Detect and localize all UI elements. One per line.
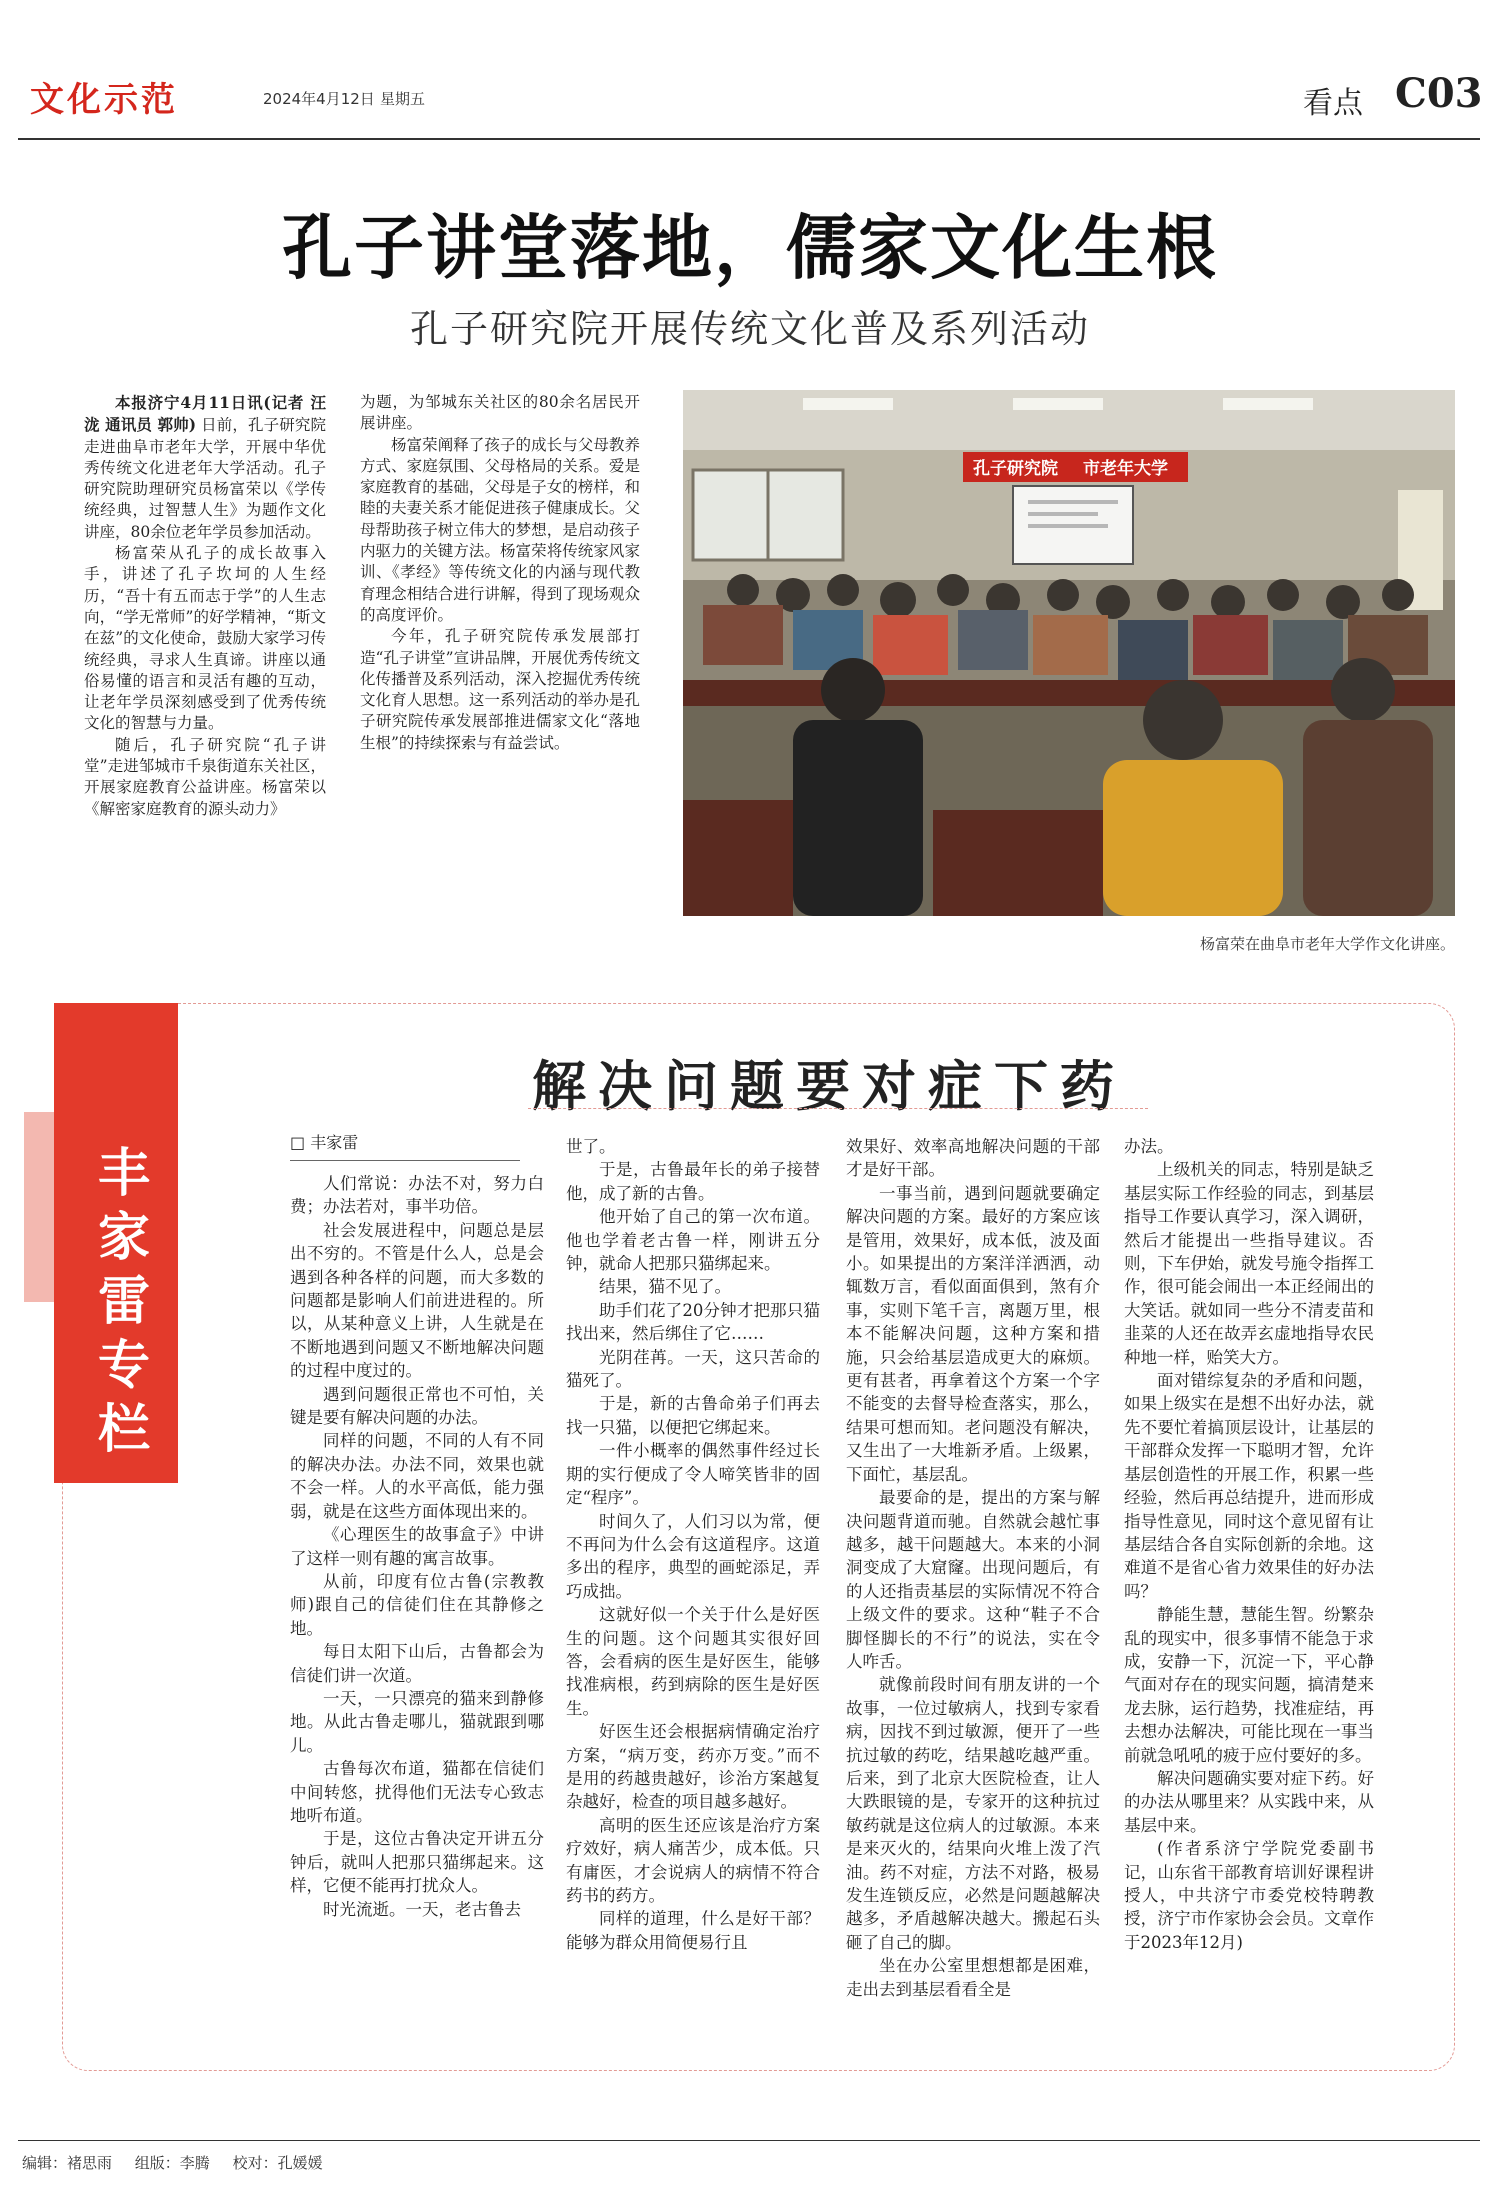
column-name: 丰家雷专栏 — [97, 1144, 150, 1460]
article-paragraph: 本报济宁4月11日讯(记者 汪泷 通讯员 郭帅) 日前，孔子研究院走进曲阜市老年大学，开展中华优秀传统文化进老年大学活动。孔子研究院助理研究员杨富荣以《学传统经典，过智慧人生》为题作文化讲座，80余位老年学员参加活动。 — [84, 393, 326, 541]
column-paragraph-continued: 世了。 — [566, 1137, 616, 1156]
column-paragraph: 高明的医生还应该是治疗方案疗效好，病人痛苦少，成本低。只有庸医，才会说病人的病情不符合药书的药方。 — [566, 1815, 820, 1905]
column-paragraph: 一天，一只漂亮的猫来到静修地。从此古鲁走哪儿，猫就跟到哪儿。 — [290, 1688, 544, 1755]
column-paragraph: 人们常说：办法不对，努力白费；办法若对，事半功倍。 — [290, 1174, 544, 1217]
page-number: C03 — [1395, 70, 1483, 117]
column-paragraph: 同样的道理，什么是好干部？能够为群众用简便易行且 — [566, 1909, 820, 1952]
column-paragraph: 面对错综复杂的矛盾和问题，如果上级实在是想不出好办法，就先不要忙着搞顶层设计，让基层的干部群众发挥一下聪明才智，允许基层创造性的开展工作，积累一些经验，然后再总结提升，进而形成指导性意见，同时这个意见留有让基层结合各自实际创新的余地。这难道不是省心省力效果佳的好办法吗？ — [1124, 1371, 1374, 1601]
article-title: 孔子讲堂落地，儒家文化生根 — [282, 206, 1218, 289]
column-text-3 — [846, 1135, 1100, 2001]
article-paragraph: 今年，孔子研究院传承发展部打造“孔子讲堂”宣讲品牌，开展优秀传统文化传播普及系列活动，深入挖掘优秀传统文化育人思想。这一系列活动的举办是孔子研究院传承发展部推进儒家文化“落地生根”的持续探索与有益尝试。 — [360, 627, 640, 752]
column-paragraph: 一件小概率的偶然事件经过长期的实行便成了令人啼笑皆非的固定“程序”。 — [566, 1441, 820, 1508]
column-title-divider — [528, 1108, 1148, 1109]
header-rule — [18, 138, 1480, 140]
column-paragraph: 一事当前，遇到问题就要确定解决问题的方案。最好的方案应该是管用，效果好，成本低，波及面小。如果提出的方案洋洋洒洒，动辄数万言，看似面面俱到，煞有介事，实则下笔千言，离题万里，根本不能解决问题，这种方案和措施，只会给基层造成更大的麻烦。更有甚者，再拿着这个方案一个字不能变的去督导检查落实，那么，结果可想而知。老问题没有解决，又生出了一大堆新矛盾。上级累，下面忙，基层乱。 — [846, 1183, 1100, 1484]
column-banner-shadow — [24, 1112, 54, 1302]
byline-rule — [290, 1160, 520, 1161]
column-paragraph: 他开始了自己的第一次布道。他也学着老古鲁一样，刚讲五分钟，就命人把那只猫绑起来。 — [566, 1207, 820, 1274]
column-paragraph: 每日太阳下山后，古鲁都会为信徒们讲一次道。 — [290, 1642, 544, 1685]
masthead-logo: 文化示范 — [30, 80, 178, 120]
column-text-2 — [566, 1135, 820, 1954]
column-paragraph: 静能生慧，慧能生智。纷繁杂乱的现实中，很多事情不能急于求成，安静一下，沉淀一下，平心静气面对存在的现实问题，搞清楚来龙去脉，运行趋势，找准症结，再去想办法解决，可能比现在一事当前就急吼吼的疲于应付要好的多。 — [1124, 1605, 1374, 1765]
column-paragraph: 古鲁每次布道，猫都在信徒们中间转悠，扰得他们无法专心致志地听布道。 — [290, 1759, 544, 1825]
footer-rule — [18, 2140, 1480, 2141]
column-paragraph: 就像前段时间有朋友讲的一个故事，一位过敏病人，找到专家看病，因找不到过敏源，便开了一些抗过敏的药吃，结果越吃越严重。后来，到了北京大医院检查，让人大跌眼镜的是，专家开的这种抗过敏药就是这位病人的过敏源。本来是来灭火的，结果向火堆上泼了汽油。药不对症，方法不对路，极易发生连锁反应，必然是问题越解决越多，矛盾越解决越大。搬起石头砸了自己的脚。 — [846, 1675, 1100, 1952]
column-paragraph: 坐在办公室里想想都是困难，走出去到基层看看全是 — [846, 1956, 1100, 1999]
article-subtitle: 孔子研究院开展传统文化普及系列活动 — [409, 307, 1090, 351]
column-paragraph: 《心理医生的故事盒子》中讲了这样一则有趣的寓言故事。 — [290, 1525, 544, 1568]
column-paragraph: 最要命的是，提出的方案与解决问题背道而驰。自然就会越忙事越多，越干问题越大。本来的小洞洞变成了大窟窿。出现问题后，有的人还指责基层的实际情况不符合上级文件的要求。这种“鞋子不合脚怪脚长的不行”的说法，实在令人咋舌。 — [846, 1488, 1100, 1671]
article-dateline: 本报济宁4月11日讯(记者 汪泷 通讯员 郭帅) — [84, 393, 326, 435]
svg-text:孔子研究院: 孔子研究院 — [973, 459, 1058, 479]
column-paragraph: 于是，这位古鲁决定开讲五分钟后，就叫人把那只猫绑起来。这样，它便不能再打扰众人。 — [290, 1829, 544, 1896]
column-text-1 — [290, 1172, 544, 1921]
section-name: 看点 — [1303, 86, 1363, 121]
footer-proofreader: 校对：孔媛媛 — [232, 2154, 323, 2172]
column-paragraph: 结果，猫不见了。 — [599, 1277, 731, 1297]
footer-layout: 组版：李腾 — [134, 2154, 210, 2172]
column-paragraph: 于是，新的古鲁命弟子们再去找一只猫，以便把它绑起来。 — [566, 1394, 820, 1437]
lecture-photo — [683, 390, 1455, 916]
issue-date: 2024年4月12日 — [263, 90, 375, 108]
column-title: 解决问题要对症下药 — [532, 1054, 1126, 1118]
photo-caption: 杨富荣在曲阜市老年大学作文化讲座。 — [1199, 935, 1455, 953]
column-paragraph: 社会发展进程中，问题总是层出不穷的。不管是什么人，总是会遇到各种各样的问题，而大多数的问题都是影响人们前进进程的。所以，从某种意义上讲，人生就是在不断地遇到问题又不断地解决问题的过程中度过的。 — [290, 1220, 544, 1381]
column-paragraph: 上级机关的同志，特别是缺乏基层实际工作经验的同志，到基层指导工作要认真学习，深入调研，然后才能提出一些指导建议。否则，下车伊始，就发号施令指挥工作，很可能会闹出一本正经闹出的大笑话。就如同一些分不清麦苗和韭菜的人还在故弄玄虚地指导农民种地一样，贻笑大方。 — [1124, 1160, 1374, 1367]
column-paragraph: 这就好似一个关于什么是好医生的问题。这个问题其实很好回答，会看病的医生是好医生，能够找准病根，药到病除的医生是好医生。 — [566, 1605, 820, 1718]
column-paragraph: 遇到问题很正常也不可怕，关键是要有解决问题的办法。 — [290, 1384, 544, 1428]
article-column-1 — [84, 392, 326, 820]
footer-editor: 编辑：褚思雨 — [22, 2154, 113, 2172]
column-paragraph: 从前，印度有位古鲁(宗教教师)跟自己的信徒们住在其静修之地。 — [290, 1571, 544, 1638]
column-paragraph: 于是，古鲁最年长的弟子接替他，成了新的古鲁。 — [566, 1160, 820, 1203]
column-author: □ 丰家雷 — [290, 1133, 359, 1152]
column-paragraph: 同样的问题，不同的人有不同的解决办法。办法不同，效果也就不会一样。人的水平高低，能力强弱，就是在这些方面体现出来的。 — [290, 1431, 544, 1521]
article-column-2 — [360, 392, 640, 754]
article-paragraph: 随后，孔子研究院“孔子讲堂”走进邹城市千泉街道东关社区，开展家庭教育公益讲座。杨富荣以《解密家庭教育的源头动力》 — [84, 735, 326, 818]
column-paragraph: 助手们花了20分钟才把那只猫找出来，然后绑住了它…… — [566, 1300, 820, 1344]
article-paragraph-continued: 为题，为邹城东关社区的80余名居民开展讲座。 — [360, 393, 640, 433]
column-paragraph: 时光流逝。一天，老古鲁去 — [323, 1899, 521, 1919]
column-paragraph-continued: 办法。 — [1124, 1137, 1174, 1156]
svg-text:市老年大学: 市老年大学 — [1083, 459, 1168, 479]
column-paragraph-continued: 效果好、效率高地解决问题的干部才是好干部。 — [846, 1137, 1100, 1180]
column-paragraph: 好医生还会根据病情确定治疗方案，“病万变，药亦万变。”而不是用的药越贵越好，诊治方案越复杂越好，检查的项目越多越好。 — [566, 1722, 820, 1812]
author-bio: (作者系济宁学院党委副书记，山东省干部教育培训好课程讲授人，中共济宁市委党校特聘教授，济宁市作家协会会员。文章作于2023年12月) — [1124, 1839, 1374, 1952]
issue-weekday: 星期五 — [380, 90, 426, 108]
column-text-4 — [1124, 1135, 1374, 1954]
article-paragraph: 杨富荣阐释了孩子的成长与父母教养方式、家庭氛围、父母格局的关系。爱是家庭教育的基础，父母是子女的榜样，和睦的夫妻关系才能促进孩子健康成长。父母帮助孩子树立伟大的梦想，是启动孩子内驱力的关键方法。杨富荣将传统家风家训、《孝经》等传统文化的内涵与现代教育理念相结合进行讲解，得到了现场观众的高度评价。 — [360, 435, 640, 624]
column-paragraph: 解决问题确实要对症下药。好的办法从哪里来？从实践中来，从基层中来。 — [1124, 1768, 1374, 1835]
column-paragraph: 时间久了，人们习以为常，便不再问为什么会有这道程序。这道多出的程序，典型的画蛇添足，弄巧成拙。 — [566, 1511, 820, 1601]
footer-credits — [22, 2152, 341, 2173]
article-paragraph: 杨富荣从孔子的成长故事入手，讲述了孔子坎坷的人生经历，“吾十有五而志于学”的人生志向，“学无常师”的好学精神，“斯文在兹”的文化使命，鼓励大家学习传统经典，寻求人生真谛。讲座以通俗易懂的语言和灵活有趣的互动，让老年学员深刻感受到了优秀传统文化的智慧与力量。 — [84, 544, 326, 733]
column-paragraph: 光阴荏苒。一天，这只苦命的猫死了。 — [566, 1347, 820, 1391]
